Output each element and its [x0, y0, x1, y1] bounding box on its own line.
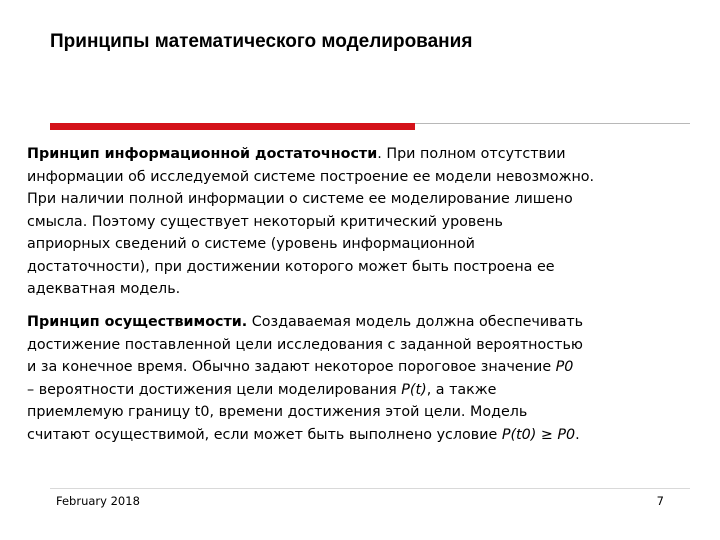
p2-symbol-pt: P(t) [401, 381, 427, 398]
p1-line-6: достаточности), при достижении которого может быть построена ее [27, 258, 555, 275]
p1-line-5: априорных сведений о системе (уровень информационной [27, 236, 475, 252]
p2-line-1 [27, 311, 715, 334]
footer-divider-line [50, 488, 690, 489]
title-accent-bar [50, 123, 415, 130]
p1-line-3: При наличии полной информации о системе ее моделирование лишено [27, 191, 573, 207]
p1-line-4: смысла. Поэтому существует некоторый критический уровень [27, 213, 503, 230]
p2-line-4 [27, 379, 715, 402]
p2-line-1-rest: Создаваемая модель должна обеспечивать [247, 314, 584, 330]
p1-line-7: адекватная модель. [27, 281, 181, 297]
p2-line-3 [27, 356, 715, 379]
p2-symbol-p0: P0 [555, 359, 574, 375]
p1-line-1 [27, 143, 715, 166]
p2-condition-lhs: P(t0) [501, 426, 537, 443]
p2-line-4-text: – вероятности достижения цели моделирования [27, 381, 402, 398]
p2-condition-operator: ≥ [536, 426, 558, 443]
footer-date: February 2018 [56, 494, 140, 508]
footer-page-number: 7 [656, 494, 664, 508]
p1-line-1-rest: . При полном отсутствии [377, 146, 566, 162]
slide-title: Принципы математического моделирования [50, 31, 473, 52]
principle-information-sufficiency [27, 143, 715, 301]
p2-line-6-end: . [575, 426, 580, 443]
p2-line-6-text: считают осуществимой, если может быть выполнено условие [27, 426, 502, 443]
p2-line-3-text: и за конечное время. Обычно задают некоторое пороговое значение [27, 359, 556, 375]
p1-line-2: информации об исследуемой системе построение ее модели невозможно. [27, 168, 595, 185]
p2-term: Принцип осуществимости. [27, 314, 248, 330]
p2-condition-rhs: P0 [557, 426, 576, 443]
p2-line-6 [27, 424, 715, 447]
p2-line-2: достижение поставленной цели исследования с заданной вероятностью [27, 336, 583, 353]
p2-line-5: приемлемую границу t0, времени достижения этой цели. Модель [27, 404, 528, 420]
p2-line-4-tail: , а также [426, 381, 497, 398]
principle-feasibility [27, 311, 715, 446]
p1-term: Принцип информационной достаточности [27, 146, 378, 162]
